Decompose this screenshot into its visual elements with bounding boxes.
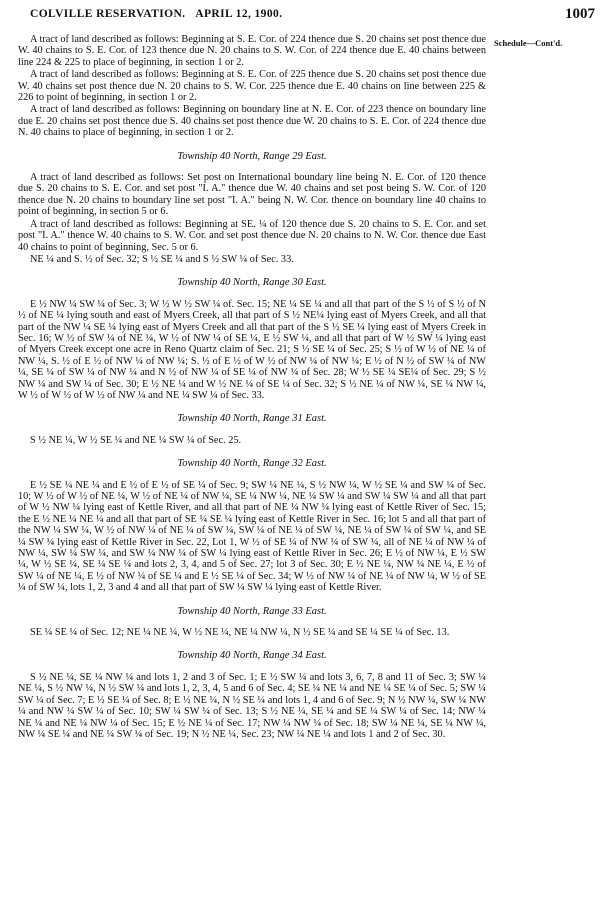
paragraph: NE ¼ and S. ½ of Sec. 32; S ½ SE ¼ and S ½ SW ¼ of Sec. 33. [30,253,294,265]
paragraph: A tract of land described as follows: Beginning at SE. ¼ of 120 thence due S. 20 chains to S. E. Cor. and set post "I. A." thence W. 40 chains to S. W. Cor. and set post thence due N. 20 chains to N. W. Cor. thence due East 40 chains to point of beginning, Sec. 5 or 6. [18,218,486,253]
paragraph: SE ¼ SE ¼ of Sec. 12; NE ¼ NE ¼, W ½ NE ¼, NE ¼ NW ¼, N ½ SE ¼ and SE ¼ SE ¼ of Sec. 13. [30,627,450,639]
paragraph: A tract of land described as follows: Set post on International boundary line being N. E. Cor. of 120 thence due S. 20 chains to S. E. Cor. and set post "I. A." thence due W. 40 chains and set post being S. W. Cor. of 120 thence due N. 20 chains to boundary line set post "I. A." being N. W. Cor. thence on boundary line 40 chains to point of beginning, in section 5 or 6. [18,172,486,218]
margin-note: Schedule—Cont'd. [494,38,563,48]
running-head-date: APRIL 12, 1900. [195,8,283,20]
paragraph: E ½ SE ¼ NE ¼ and E ½ of E ½ of SE ¼ of Sec. 9; SW ¼ NE ¼, S ½ NW ¼, W ½ SE ¼ and SW ¼ of Sec. 10; W ½ of W ½ of NE ¼, W ½ of NE ¼ of NW ¼, SE ¼ NW ¼, NE ¼ SW ¼ and SW ¼ SW ¼ and all that part of W ½ NW ¼ lying east of Kettle River, and all that part of NE ¼ NW ¼ lying east of Kettle River of Sec. 15; the E ½ NE ¼ NE ¼ and all that part of SE ¼ SE ¼ lying east of Kettle River in Sec. 16; lot 5 and all that part of the NW ¼ SW ¼, W ½ of NW ¼ of NE ¼ of SW ¼, SW ¼ of NE ¼ of SW ¼, NE ¼ of SW ¼ of SW ¼, and SE ¼ SW ¼ lying east of Kettle River in Sec. 22, Lot 1, W ½ of SE ¼ of NW ¼ of SW ¼, all of NE ¼ of NW ¼ of NW ¼, SW ¼ SW ¼, and SW ¼ NW ¼ of SW ¼ lying east of Kettle River in Sec. 26; E ½ of NW ¼, E ½ SW ¼, W ½ SE ¼, SE ¼ SE ¼ and lots 2, 3, 4, and 5 of Sec. 27; lot 3 of Sec. 30; E ½ NE ¼, NW ¼ NE ¼, E ½ of SW ¼ of NE ¼, E ½ of NW ¼ of SE ¼ and E ½ SE ¼ of Sec. 34; W ½ of NW ¼ of NE ¼ of NW ¼, W ½ of SE ¼ of SW ¼, lots 1, 2, 3 and 4 and all that part of SW ¼ SW ¼ lying east of Kettle River. [18,479,486,594]
section-heading: Township 40 North, Range 34 East. [177,650,327,662]
paragraph: A tract of land described as follows: Beginning at S. E. Cor. of 225 thence due S. 20 chains set post thence due W. 40 chains set post thence due N. 20 chains to S. W. Cor. 225 thence due E. 40 chains on line between 225 & 226 to point of beginning, in section 1 or 2. [18,69,486,104]
section-heading: Township 40 North, Range 33 East. [177,605,327,617]
document-body [18,34,486,741]
paragraph: A tract of land described as follows: Beginning at S. E. Cor. of 224 thence due S. 20 chains set post thence due W. 40 chains to S. E. Cor. of 123 thence due N. 20 chains to S. W. Cor. of 224 thence due E. 40 chains between line 224 & 225 to place of beginning, in section 1 or 2. [18,34,486,68]
paragraph: S ½ NE ¼, W ½ SE ¼ and NE ¼ SW ¼ of Sec. 25. [30,434,242,446]
section-heading: Township 40 North, Range 29 East. [177,150,327,162]
section-heading: Township 40 North, Range 31 East. [177,413,327,425]
page-number: 1007 [565,6,595,22]
running-head [30,8,282,20]
paragraph: E ½ NW ¼ SW ¼ of Sec. 3; W ½ W ½ SW ¼ of. Sec. 15; NE ¼ SE ¼ and all that part of the S ½ of S ½ of N ½ of NE ¼ lying south and east of Myers Creek, all that part of S ½ NE¼ lying east of Myers Creek, and all that part of the NW ¼ SE ¼ lying east of Myers Creek and all that part of the S ½ SE ¼ lying east of Myers Creek in Sec. 16; W ½ of SW ¼ of NE ¼, W ½ of NW ¼ of SE ¼, E ½ SW ¼, and all that part of W ½ SW ¼ lying east of Myers Creek except one acre in Reno Quartz claim of Sec. 21; S ½ SE ¼ of Sec. 25; S ½ of W ½ of NE ¼ of NW ¼, S. ½ of E ½ of NW ¼ of NW ¼; S. ½ of E ½ of W ½ of NW ¼ of NW ¼; E ½ of N ½ of SW ¼ of NW ¼, SE ¼ of SW ¼ of NW ¼ and N ½ of NW ¼ of SE ¼ of NW ¼ of Sec. 28; W ½ SE ¼ SE¼ of Sec. 29; S ½ NW ¼ and SW ¼ of Sec. 30; E ½ NE ¼ and W ½ NE ¼ of SE ¼ of Sec. 32; S ½ NE ¼ of NW ¼, SE ¼ NW ¼, W ½ of W ½ of W ½ of NW ¼ and NE ¼ SW ¼ of Sec. 33. [18,298,486,401]
paragraph: A tract of land described as follows: Beginning on boundary line at N. E. Cor. of 223 thence on boundary line due E. 20 chains set post thence due S. 40 chains set post thence due W. 20 chains to S. E. Cor. of 224 thence due N. 40 chains to place of beginning, in section 1 or 2. [18,104,486,139]
paragraph: S ½ NE ¼, SE ¼ NW ¼ and lots 1, 2 and 3 of Sec. 1; E ½ SW ¼ and lots 3, 6, 7, 8 and 11 of Sec. 3; SW ¼ NE ¼, S ½ NW ¼, N ½ SW ¼ and lots 1, 2, 3, 4, 5 and 6 of Sec. 4; SE ¼ NE ¼ and NE ¼ SE ¼ of Sec. 5; SW ¼ SW ¼ of Sec. 7; E ½ SE ¼ of Sec. 8; E ½ NE ¼, N ½ SE ¼ and lots 1, 4 and 6 of Sec. 9; N ½ NW ¼, SW ¼ NW ¼ and NW ¼ SW ¼ of Sec. 10; SW ¼ SW ¼ of Sec. 13; S ½ NE ¼, SE ¼ and SE ¼ SW ¼ of Sec. 14; NW ¼ NE ¼ and NE ¼ NW ¼ of Sec. 15; E ½ NE ¼ of Sec. 17; NW ¼ NW ¼ of Sec. 18; SW ¼ NE ¼, SE ¼ NW ¼, NW ¼ SE ¼ and NE ¼ SW ¼ of Sec. 19; N ½ NE ¼, Sec. 23; NW ¼ NE ¼ and lots 1 and 2 of Sec. 30. [18,671,486,740]
page-header [30,6,595,26]
section-heading: Township 40 North, Range 32 East. [177,458,327,470]
running-head-title: COLVILLE RESERVATION. [30,8,186,20]
section-heading: Township 40 North, Range 30 East. [177,277,327,289]
